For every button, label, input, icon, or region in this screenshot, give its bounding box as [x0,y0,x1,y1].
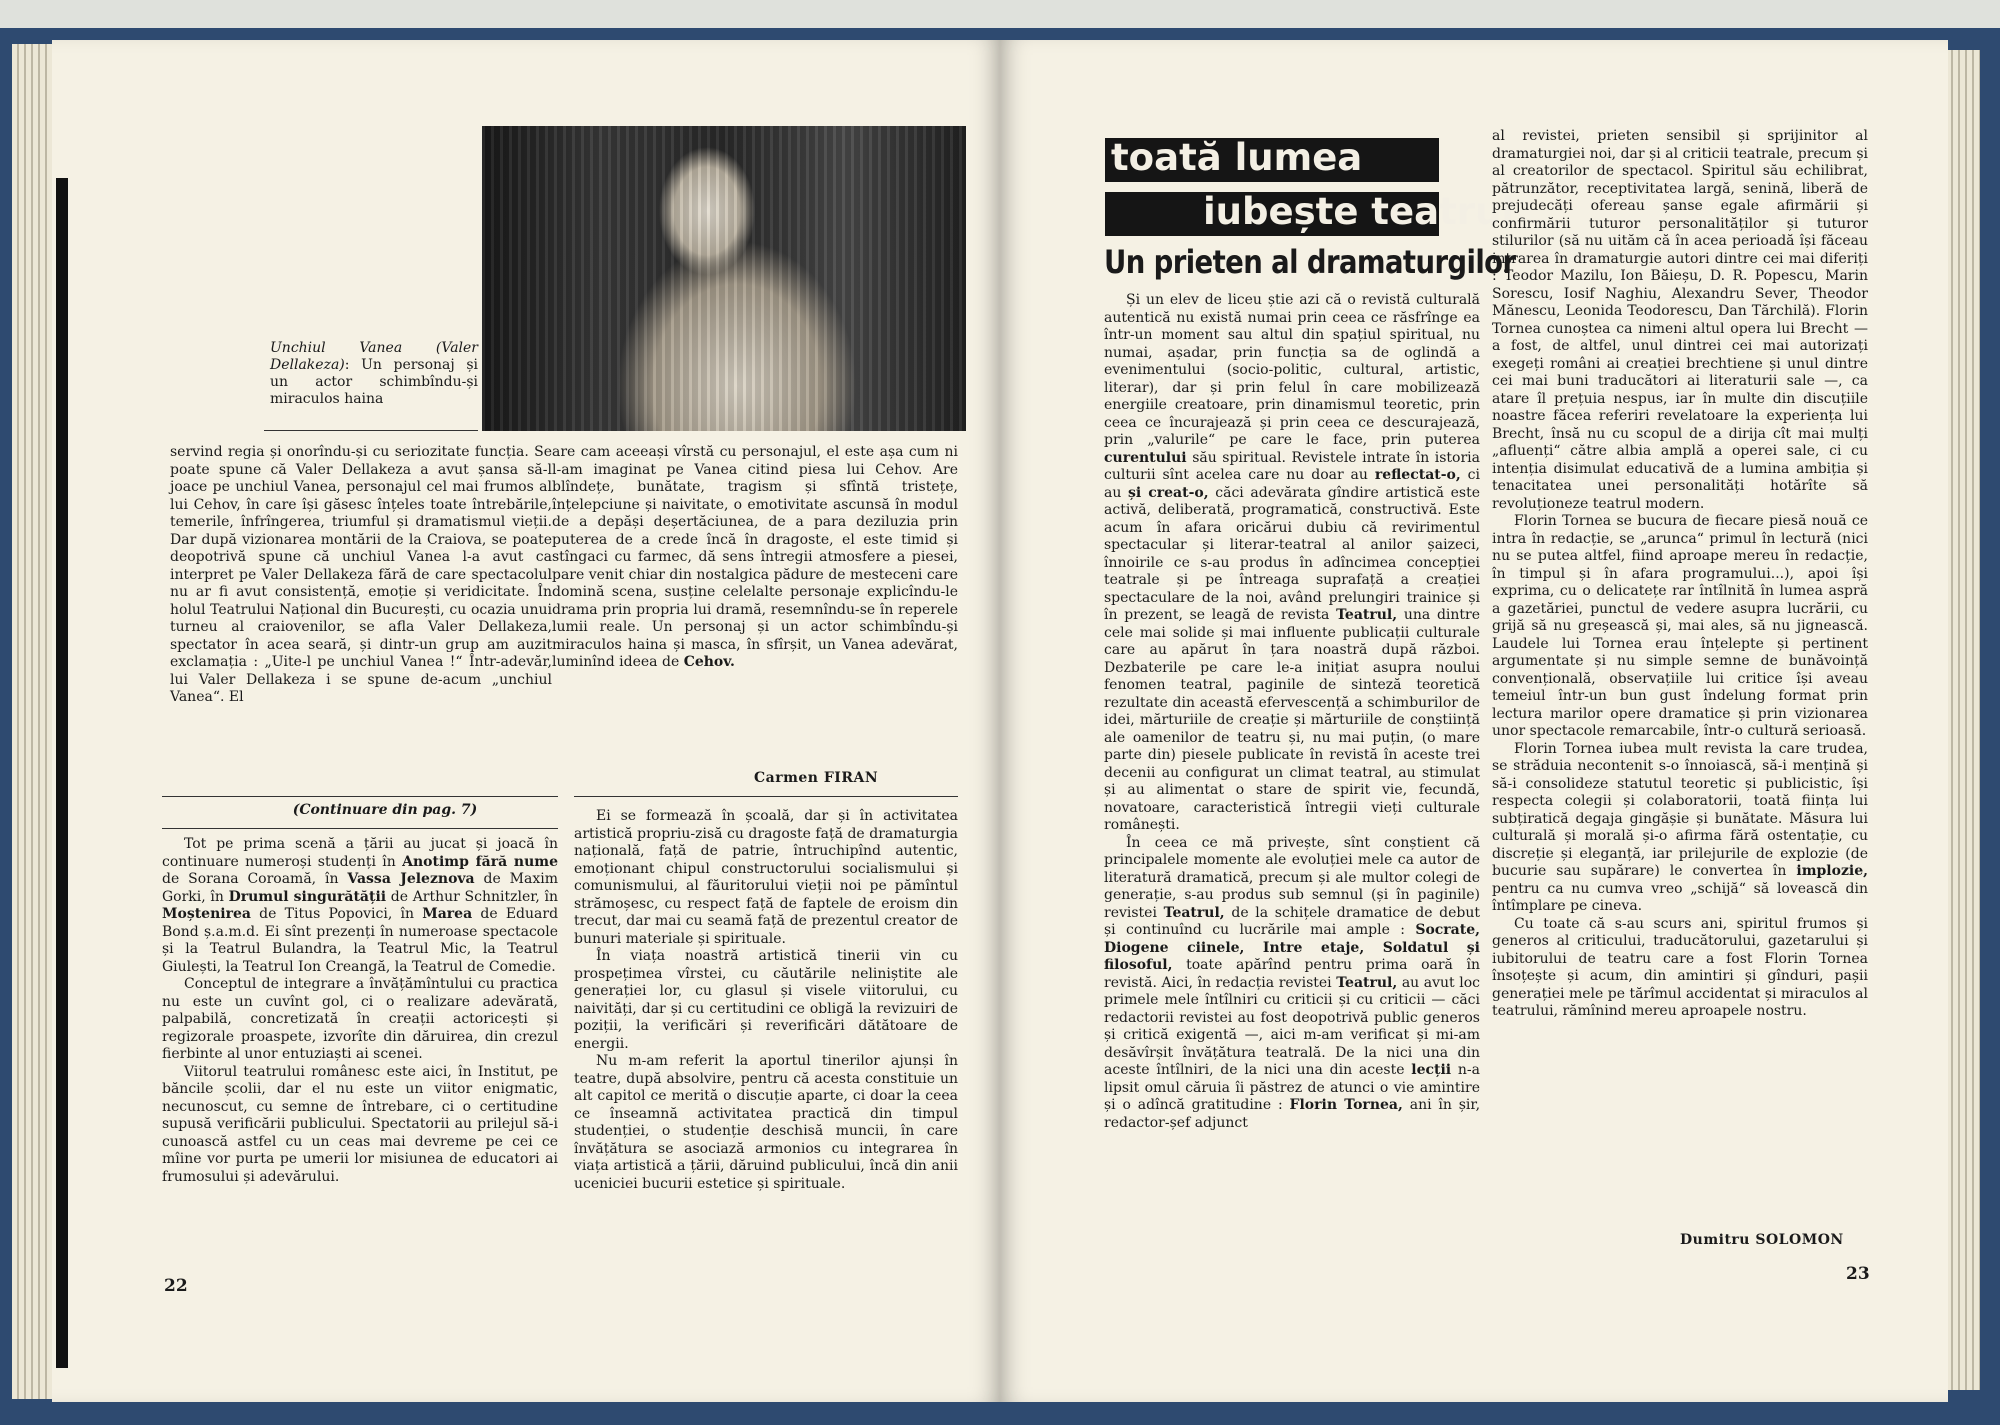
banner-line-2: iubește teatrul [1105,192,1439,236]
continuation-heading: (Continuare din pag. 7) [292,802,478,818]
rule-below-continuation [162,828,558,829]
article-col2-p4: Cu toate că s-au scurs ani, spiritul frumos și generos al criticului, traducătorului, gazetarului și iubitorului de teatru care a fost Florin Tornea însoțește și acum, din amintiri și gînduri, pașii generației mele pe tărîmul accidentat și miraculos al teatrului, rămînind mereu aproapele nostru. [1492,915,1868,1019]
page-number-left: 22 [164,1276,188,1296]
review-col1-text: servind regia și onorîndu-și cu seriozitate funcția. Se poate spune că Valer Dellakeza a avut șansa să-l joace pe unchiul Vanea, personajul cel mai frumos al lui Cehov, în care își găsesc înțeles toate întrebările, temerile, înfrîngerea, triumful și dramatismul vieții. Dar după vizionarea montării de la Craiova, se poate deopotrivă spune că unchiul Vanea l-a avut ca interpret pe Valer Dellakeza fără de care spectacolul nu ar fi avut consistență, emoție și veridicitate. În holul Teatrului Național din București, cu ocazia unui turneu al craiovenilor, se afla Valer Dellakeza, spectator în acea seară, și dintr-un grup am auzit exclamația : „Uite-l pe unchiul Vanea !“ Într-adevăr, lui Valer Dellakeza i se spune de-acum „unchiul Vanea“. El [170,444,552,705]
article-title: Un prieten al dramaturgilor [1104,244,1516,281]
article-col1-p1: Și un elev de liceu știe azi că o revistă culturală autentică nu există numai prin ceea ce răsfrînge ea într-un moment sau altul din spațiul spiritual, nu numai, așadar, prin funcția sa de oglindă a evenimentului (socio-politic, cultural, artistic, literar), dar și prin felul în care mobilizează energiile creatoare, prin dinamismul teoretic, prin ceea ce încurajează și prin ceea ce descurajează, prin „valurile“ pe care le face, prin puterea curentului său spiritual. Revistele intrate în istoria culturii sînt acelea care nu doar au reflectat-o, ci au și creat-o, căci adevărata gîndire artistică este activă, deliberată, programatică, constructivă. Este acum în afara oricărui dubiu că revirimentul spectacular și literar-teatral al anilor șaizeci, înnoirile ce s-au produs în adîncimea concepției teatrale și pe întreaga suprafață a creației spectaculare de la noi, având prelungiri trainice și în prezent, se leagă de revista Teatrul, una dintre cele mai solide și mai influente publicații culturale care au apărut în țara noastră după război. Dezbaterile pe care le-a inițiat asupra noului fenomen teatral, paginile de sinteză teoretică rezultate din această efervescență a schimburilor de idei, mărturiile de creație și mărturiile de conștiință ale oamenilor de teatru și, nu mai puțin, (o mare parte din) piesele publicate în revistă în aceste trei decenii au configurat un climat teatral, au stimulat și au alimentat o stare de spirit vie, fecundă, novatoare, caracteristică întregii vieți culturale românești. [1104,292,1481,833]
article-column-1 [1104,292,1480,1132]
right-page [1000,40,1948,1402]
continuation-col2-p2: În viața noastră artistică tinerii vin cu prospețimea vîrstei, cu căutările neliniștite ale generației lor, cu glasul și visele viitorului, cu naivități, dar și cu certitudini ce obligă la revizuiri de poziții, la verificări și reverificări dătătoare de energii. [574,948,958,1052]
page-number-right: 23 [1846,1264,1870,1284]
continuation-col1-p3: Viitorul teatrului românesc este aici, în Institut, pe băncile școlii, dar el nu este un viitor enigmatic, necunoscut, cu semne de întrebare, ci o certitudine supusă verificării publicului. Spectatorii au prilejul să-i cunoască astfel cu un ceas mai devreme pe cei ce mîine vor purta pe umerii lor misiunea de educatori ai frumosului și adevărului. [162,1063,558,1185]
review-signature: Carmen FIRAN [754,770,879,786]
article-col2-p1: al revistei, prieten sensibil și sprijinitor al dramaturgiei noi, dar și al criticii teatrale, precum și al creatorilor de spectacol. Spiritul său echilibrat, pătrunzător, receptivitatea largă, senină, liberă de prejudecăți ofereau șanse egale afirmării și confirmării tuturor personalităților și tuturor stilurilor (să nu uităm că în acea perioadă își făceau intrarea în dramaturgie autori dintre cei mai diferiți : Teodor Mazilu, Ion Băieșu, D. R. Popescu, Marin Sorescu, Iosif Naghiu, Alexandru Sever, Theodor Mănescu, Leonida Teodorescu, Dan Tărchilă). Florin Tornea cunoștea ca nimeni altul opera lui Brecht — a fost, de altfel, unul dintrei cei mai autorizați exegeți români ai creației brechtiene și unul dintre cei mai buni traducători ai literaturii sale —, ca atare îl prețuia nespus, iar în multe din discuțiile noastre făcea referiri revelatoare la experiența lui Brecht, însă nu cu scopul de a dirija cît mai mulți „afluenți“ către albia amplă a operei sale, ci cu intenția disimulat educativă de a lumina ambiția și tenacitatea unei personalități hotărîte să revoluționeze teatrul modern. [1492,128,1868,512]
continuation-col2-p3: Nu m-am referit la aportul tinerilor ajunși în teatre, după absolvire, pentru că acesta constituie un alt capitol ce merită o discuție aparte, ci doar la ceea ce înseamnă activitatea practică din timpul studenției, o studenție deschisă muncii, în care învățătura se asociază armonios cu integrarea în viața artistică a țării, dăruind publicului, încă din anii uceniciei bucurii estetice și spirituale. [574,1053,958,1192]
article-col1-p2: În ceea ce mă privește, sînt conștient că principalele momente ale evoluției mele ca autor de literatură dramatică, precum și ale multor colegi de generație, s-au produs sub semnul (și în paginile) revistei Teatrul, de la schițele dramatice de debut și continuînd cu lucrările mai ample : Socrate, Diogene ciinele, Intre etaje, Soldatul și filosoful, toate apărînd pentru prima oară în revistă. Aici, în redacția revistei Teatrul, au avut loc primele mele întîlniri cu criticii și cu criticii — căci redactorii revistei au fost deopotrivă public generos și critică exigentă —, aici m-am verificat și mi-am desăvîrșit învățătura teatrală. De la nici una din aceste întîlniri, de la nici una din aceste lecții n-a lipsit omul căruia îi păstrez de atunci o vie amintire și o adîncă gratitudine : Florin Tornea, ani în șir, redactor-șef adjunct [1104,834,1481,1131]
page-edges-right [1944,50,1980,1390]
photo-caption [270,340,478,408]
continuation-col1-p2: Conceptul de integrare a învățămîntului cu practica nu este un cuvînt gol, ci o realizare adevărată, palpabilă, concretizată în creații actoricești și regizorale proaspete, izvorîte din dăruirea, din crezul fierbinte al unor entuziaști ai scenei. [162,976,558,1062]
continuation-col1-p1: Tot pe prima scenă a țării au jucat și joacă în continuare numeroși studenți în Anotimp fără nume de Sorana Coroamă, în Vassa Jeleznova de Maxim Gorki, în Drumul singurătății de Arthur Schnitzler, în Moștenirea de Titus Popovici, în Marea de Eduard Bond ș.a.m.d. Ei sînt prezenți în numeroase spectacole și la Teatrul Bulandra, la Teatrul Mic, la Teatrul Giulești, la Teatrul Ion Creangă, la Teatrul de Comedie. [162,836,559,975]
caption-credit: (Valer Dellakeza) [270,340,478,373]
article-signature: Dumitru SOLOMON [1680,1232,1844,1248]
rule-top-continuation [162,796,558,797]
review-column-1 [170,444,552,707]
continuation-column-1 [162,836,558,1186]
article-col2-p3: Florin Tornea iubea mult revista la care trudea, se străduia necontenit s-o înnoiască, să-i mențină și să-i consolideze statutul teoretic și publicistic, își respecta colegii și colaboratorii, toată ființa lui subțiratică degaja gingășie și bunătate. Măsura lui culturală și morală și-o afirma fără ostentație, cu discreție și eleganță, iar prilejurile de explozie (de bucurie sau supărare) le convertea în implozie, pentru ca nu cumva vreo „schijă“ să lovească din întîmplare pe cineva. [1492,740,1869,914]
actor-photo [482,126,966,431]
continuation-col2-p1: Ei se formează în școală, dar și în activitatea artistică propriu-zisă cu dragoste față de dramaturgia națională, față de patrie, întruchipînd autentic, emoționant chipul constructorului socialismului și comunismului, al făuritorului vieții noi pe pămîntul strămoșesc, cu respect față de faptele de eroism din trecut, dar mai cu seamă față de prezentul creator de bunuri materiale și spirituale. [574,808,958,947]
article-col2-p2: Florin Tornea se bucura de fiecare piesă nouă ce intra în redacție, se „arunca“ primul în lectură (nici nu se putea altfel, fiind aproape mereu în redacție, în timpul și în afara programului...), apoi își exprima, cu o delicatețe rar întîlnită în lumea aspră a gazetăriei, punctul de vedere asupra lucrării, cu grijă să nu greșească și, mai ales, să nu jignească. Laudele lui Tornea erau înțelepte și pertinent argumentate și nu simple semne de bunăvoință convențională, observațiile lui critice își aveau temeiul într-un bun gust îndelung format prin lectura marilor opere dramatice și prin vizionarea unor spectacole remarcabile, într-o cultură serioasă. [1492,513,1868,739]
continuation-column-2 [574,808,958,1193]
left-page [52,40,1000,1402]
caption-text: : Un personaj și un actor schimbîndu-și miraculos haina [270,357,478,407]
page-edges-left [12,44,56,1399]
banner-line-1: toată lumea [1105,138,1439,182]
binding-shadow [56,178,68,1368]
rule-top-right [574,796,958,797]
review-column-2 [552,444,958,672]
article-column-2 [1492,128,1868,1021]
review-col2-text: are cam aceeași vîrstă cu personajul, el este așa cum ni l-am imaginat pe Vanea citind piesa lui Cehov. Are blîndețe, bunătate, tragism și sfîntă tristețe, înțelepciune și naivitate, o emotivitate ascunsă în modul de a depăși deșertăciunea, de a para deziluzia prin puterea de a crede încă în dragoste, el este timid și stîngaci cu farmec, dă sens întregii atmosfere a piesei, pare venit chiar din nostalgica pădure de mesteceni care domină scena, susține celelalte personaje explicîndu-le drama prin propria lui dramă, resemnîndu-se în reperele lumii reale. Un personaj și un actor schimbîndu-și miraculos haina și masca, în sfîrșit, un Vanea adevărat, luminînd ideea de Cehov. [552,444,958,670]
caption-title: Unchiul Vanea [270,340,403,356]
